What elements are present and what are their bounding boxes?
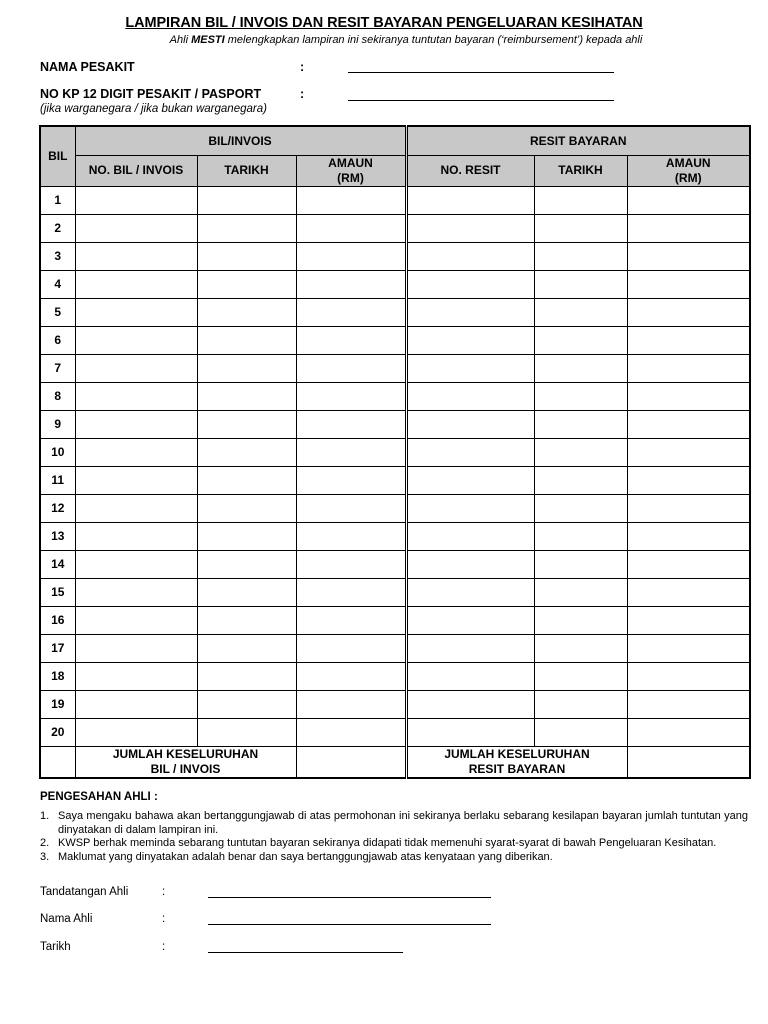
tarikh-resit-cell[interactable] bbox=[534, 186, 627, 214]
no-bil-invois-cell[interactable] bbox=[75, 578, 197, 606]
tarikh-resit-cell[interactable] bbox=[534, 326, 627, 354]
amaun-resit-cell[interactable] bbox=[627, 634, 750, 662]
amaun-bil-cell[interactable] bbox=[296, 270, 406, 298]
amaun-bil-cell[interactable] bbox=[296, 634, 406, 662]
row-number: 7 bbox=[40, 354, 75, 382]
row-number: 8 bbox=[40, 382, 75, 410]
amaun-bil-cell[interactable] bbox=[296, 326, 406, 354]
no-bil-invois-cell[interactable] bbox=[75, 438, 197, 466]
nama-ahli-field[interactable] bbox=[208, 924, 491, 925]
no-resit-cell[interactable] bbox=[406, 186, 534, 214]
tarikh-resit-cell[interactable] bbox=[534, 494, 627, 522]
tarikh-resit-cell[interactable] bbox=[534, 298, 627, 326]
no-bil-invois-cell[interactable] bbox=[75, 634, 197, 662]
tarikh-colon: : bbox=[162, 941, 166, 953]
amaun-resit-cell[interactable] bbox=[627, 718, 750, 746]
row-number: 17 bbox=[40, 634, 75, 662]
nama-pesakit-label: NAMA PESAKIT bbox=[40, 60, 135, 74]
header-amaun-resit bbox=[627, 155, 750, 186]
amaun-resit-cell[interactable] bbox=[627, 186, 750, 214]
no-bil-invois-cell[interactable] bbox=[75, 466, 197, 494]
tarikh-field[interactable] bbox=[208, 952, 403, 953]
amaun-bil-cell[interactable] bbox=[296, 522, 406, 550]
kp-pesakit-note: (jika warganegara / jika bukan warganegara) bbox=[40, 103, 267, 115]
table-row bbox=[40, 606, 750, 634]
tarikh-bil-cell[interactable] bbox=[197, 634, 296, 662]
no-bil-invois-cell[interactable] bbox=[75, 186, 197, 214]
pengesahan-title: PENGESAHAN AHLI : bbox=[40, 791, 158, 803]
no-bil-invois-cell[interactable] bbox=[75, 326, 197, 354]
tarikh-resit-cell[interactable] bbox=[534, 578, 627, 606]
tandatangan-field[interactable] bbox=[208, 897, 491, 898]
kp-pesakit-label: NO KP 12 DIGIT PESAKIT / PASPORT bbox=[40, 87, 262, 101]
no-resit-cell[interactable] bbox=[406, 578, 534, 606]
amaun-bil-cell[interactable] bbox=[296, 438, 406, 466]
amaun-bil-cell[interactable] bbox=[296, 578, 406, 606]
list-item-text: KWSP berhak meminda sebarang tuntutan bayaran sekiranya didapati tidak memenuhi syarat-syarat di bawah Pengeluaran Kesihatan. bbox=[58, 837, 717, 849]
no-resit-cell[interactable] bbox=[406, 270, 534, 298]
table-row bbox=[40, 326, 750, 354]
tarikh-resit-cell[interactable] bbox=[534, 522, 627, 550]
pengesahan-list bbox=[40, 810, 748, 864]
table-row bbox=[40, 186, 750, 214]
no-bil-invois-cell[interactable] bbox=[75, 662, 197, 690]
no-resit-cell[interactable] bbox=[406, 690, 534, 718]
header-tarikh-bil: TARIKH bbox=[197, 155, 296, 186]
row-number: 19 bbox=[40, 690, 75, 718]
amaun-bil-cell[interactable] bbox=[296, 494, 406, 522]
header-no-bil-invois: NO. BIL / INVOIS bbox=[75, 155, 197, 186]
tarikh-bil-cell[interactable] bbox=[197, 354, 296, 382]
table-row bbox=[40, 270, 750, 298]
no-resit-cell[interactable] bbox=[406, 662, 534, 690]
no-resit-cell[interactable] bbox=[406, 606, 534, 634]
tarikh-bil-cell[interactable] bbox=[197, 718, 296, 746]
amaun-resit-cell[interactable] bbox=[627, 326, 750, 354]
tarikh-resit-cell[interactable] bbox=[534, 718, 627, 746]
amaun-resit-cell[interactable] bbox=[627, 606, 750, 634]
amaun-resit-cell[interactable] bbox=[627, 270, 750, 298]
amaun-bil-cell[interactable] bbox=[296, 606, 406, 634]
no-resit-cell[interactable] bbox=[406, 634, 534, 662]
amaun-resit-cell[interactable] bbox=[627, 522, 750, 550]
amaun-bil-cell[interactable] bbox=[296, 214, 406, 242]
no-bil-invois-cell[interactable] bbox=[75, 354, 197, 382]
header-amaun-bil bbox=[296, 155, 406, 186]
no-bil-invois-cell[interactable] bbox=[75, 214, 197, 242]
tandatangan-label: Tandatangan Ahli bbox=[40, 886, 129, 898]
total-bil-line2: BIL / INVOIS bbox=[150, 761, 221, 776]
table-row bbox=[40, 494, 750, 522]
amaun-resit-cell[interactable] bbox=[627, 298, 750, 326]
tarikh-bil-cell[interactable] bbox=[197, 550, 296, 578]
tarikh-resit-cell[interactable] bbox=[534, 634, 627, 662]
table-row bbox=[40, 634, 750, 662]
no-resit-cell[interactable] bbox=[406, 326, 534, 354]
total-resit-line2: RESIT BAYARAN bbox=[468, 761, 566, 776]
amaun-resit-cell[interactable] bbox=[627, 382, 750, 410]
amaun-bil-cell[interactable] bbox=[296, 186, 406, 214]
header-tarikh-resit: TARIKH bbox=[534, 155, 627, 186]
amaun-bil-line1: AMAUN bbox=[328, 156, 373, 171]
table-row bbox=[40, 690, 750, 718]
amaun-bil-cell[interactable] bbox=[296, 690, 406, 718]
row-number: 13 bbox=[40, 522, 75, 550]
no-bil-invois-cell[interactable] bbox=[75, 606, 197, 634]
amaun-resit-cell[interactable] bbox=[627, 214, 750, 242]
no-resit-cell[interactable] bbox=[406, 382, 534, 410]
form-subtitle bbox=[0, 34, 768, 46]
row-number: 18 bbox=[40, 662, 75, 690]
row-number: 9 bbox=[40, 410, 75, 438]
table-row bbox=[40, 410, 750, 438]
table-row bbox=[40, 662, 750, 690]
no-resit-cell[interactable] bbox=[406, 550, 534, 578]
table-row bbox=[40, 550, 750, 578]
table-row bbox=[40, 718, 750, 746]
form-title: LAMPIRAN BIL / INVOIS DAN RESIT BAYARAN PENGELUARAN KESIHATAN bbox=[125, 15, 643, 31]
claims-table bbox=[39, 125, 751, 779]
amaun-bil-cell[interactable] bbox=[296, 354, 406, 382]
header-group-bil-invois: BIL/INVOIS bbox=[75, 126, 406, 155]
total-bil-amount-cell[interactable] bbox=[296, 746, 406, 778]
tarikh-bil-cell[interactable] bbox=[197, 298, 296, 326]
nama-pesakit-field[interactable] bbox=[348, 72, 614, 73]
tarikh-bil-cell[interactable] bbox=[197, 662, 296, 690]
tarikh-resit-cell[interactable] bbox=[534, 214, 627, 242]
total-bil-blank bbox=[40, 746, 75, 778]
table-row bbox=[40, 438, 750, 466]
no-bil-invois-cell[interactable] bbox=[75, 550, 197, 578]
list-item-number: 2. bbox=[40, 837, 50, 849]
amaun-resit-cell[interactable] bbox=[627, 690, 750, 718]
amaun-bil-cell[interactable] bbox=[296, 718, 406, 746]
amaun-resit-cell[interactable] bbox=[627, 354, 750, 382]
tarikh-bil-cell[interactable] bbox=[197, 522, 296, 550]
no-bil-invois-cell[interactable] bbox=[75, 522, 197, 550]
row-number: 16 bbox=[40, 606, 75, 634]
no-bil-invois-cell[interactable] bbox=[75, 494, 197, 522]
subtitle-bold: MESTI bbox=[191, 34, 225, 46]
row-number: 6 bbox=[40, 326, 75, 354]
no-resit-cell[interactable] bbox=[406, 494, 534, 522]
no-bil-invois-cell[interactable] bbox=[75, 410, 197, 438]
no-resit-cell[interactable] bbox=[406, 438, 534, 466]
table-row bbox=[40, 214, 750, 242]
header-bil: BIL bbox=[40, 126, 75, 186]
tarikh-bil-cell[interactable] bbox=[197, 466, 296, 494]
no-resit-cell[interactable] bbox=[406, 410, 534, 438]
tarikh-resit-cell[interactable] bbox=[534, 662, 627, 690]
amaun-bil-cell[interactable] bbox=[296, 382, 406, 410]
tarikh-bil-cell[interactable] bbox=[197, 494, 296, 522]
row-number: 14 bbox=[40, 550, 75, 578]
amaun-resit-cell[interactable] bbox=[627, 410, 750, 438]
list-item-text: Saya mengaku bahawa akan bertanggungjawab di atas permohonan ini sekiranya berlaku sebarang kesilapan bayaran jumlah tuntutan yang dinyatakan di dalam lampiran ini. bbox=[58, 810, 748, 836]
amaun-resit-cell[interactable] bbox=[627, 550, 750, 578]
nama-pesakit-colon: : bbox=[300, 60, 305, 74]
tarikh-resit-cell[interactable] bbox=[534, 438, 627, 466]
table-row bbox=[40, 354, 750, 382]
tarikh-bil-cell[interactable] bbox=[197, 186, 296, 214]
amaun-resit-cell[interactable] bbox=[627, 438, 750, 466]
amaun-bil-cell[interactable] bbox=[296, 662, 406, 690]
amaun-resit-line2: (RM) bbox=[674, 170, 702, 185]
amaun-resit-cell[interactable] bbox=[627, 662, 750, 690]
row-number: 20 bbox=[40, 718, 75, 746]
no-resit-cell[interactable] bbox=[406, 214, 534, 242]
table-row bbox=[40, 298, 750, 326]
list-item-text: Maklumat yang dinyatakan adalah benar dan saya bertanggungjawab atas kenyataan yang diberikan. bbox=[58, 850, 553, 863]
tarikh-bil-cell[interactable] bbox=[197, 410, 296, 438]
tarikh-resit-cell[interactable] bbox=[534, 382, 627, 410]
amaun-bil-cell[interactable] bbox=[296, 466, 406, 494]
header-no-resit: NO. RESIT bbox=[406, 155, 534, 186]
tarikh-bil-cell[interactable] bbox=[197, 270, 296, 298]
list-item bbox=[40, 851, 748, 865]
no-bil-invois-cell[interactable] bbox=[75, 718, 197, 746]
row-number: 4 bbox=[40, 270, 75, 298]
no-resit-cell[interactable] bbox=[406, 354, 534, 382]
nama-ahli-label: Nama Ahli bbox=[40, 913, 93, 925]
no-bil-invois-cell[interactable] bbox=[75, 690, 197, 718]
amaun-resit-cell[interactable] bbox=[627, 466, 750, 494]
row-number: 3 bbox=[40, 242, 75, 270]
tarikh-resit-cell[interactable] bbox=[534, 242, 627, 270]
amaun-resit-cell[interactable] bbox=[627, 494, 750, 522]
amaun-bil-cell[interactable] bbox=[296, 298, 406, 326]
row-number: 15 bbox=[40, 578, 75, 606]
tarikh-bil-cell[interactable] bbox=[197, 326, 296, 354]
total-bil-label bbox=[75, 746, 296, 778]
total-resit-label bbox=[406, 746, 627, 778]
no-resit-cell[interactable] bbox=[406, 298, 534, 326]
no-resit-cell[interactable] bbox=[406, 522, 534, 550]
tarikh-resit-cell[interactable] bbox=[534, 354, 627, 382]
table-row bbox=[40, 522, 750, 550]
row-number: 12 bbox=[40, 494, 75, 522]
no-resit-cell[interactable] bbox=[406, 466, 534, 494]
amaun-bil-line2: (RM) bbox=[337, 170, 364, 185]
list-item bbox=[40, 837, 748, 851]
table-row bbox=[40, 382, 750, 410]
tarikh-bil-cell[interactable] bbox=[197, 242, 296, 270]
row-number: 10 bbox=[40, 438, 75, 466]
no-bil-invois-cell[interactable] bbox=[75, 270, 197, 298]
no-bil-invois-cell[interactable] bbox=[75, 382, 197, 410]
subtitle-post: melengkapkan lampiran ini sekiranya tuntutan bayaran (‘reimbursement’) kepada ahli bbox=[224, 34, 643, 46]
amaun-resit-line1: AMAUN bbox=[665, 156, 711, 171]
subtitle-pre: Ahli bbox=[169, 34, 192, 46]
tarikh-label: Tarikh bbox=[40, 941, 71, 953]
amaun-bil-cell[interactable] bbox=[296, 242, 406, 270]
row-number: 11 bbox=[40, 466, 75, 494]
tarikh-resit-cell[interactable] bbox=[534, 606, 627, 634]
tarikh-bil-cell[interactable] bbox=[197, 382, 296, 410]
header-group-resit-bayaran: RESIT BAYARAN bbox=[406, 126, 750, 155]
list-item bbox=[40, 810, 748, 837]
total-bil-line1: JUMLAH KESELURUHAN bbox=[112, 747, 259, 762]
amaun-bil-cell[interactable] bbox=[296, 550, 406, 578]
tarikh-resit-cell[interactable] bbox=[534, 690, 627, 718]
amaun-resit-cell[interactable] bbox=[627, 242, 750, 270]
tarikh-bil-cell[interactable] bbox=[197, 606, 296, 634]
tarikh-bil-cell[interactable] bbox=[197, 578, 296, 606]
tarikh-bil-cell[interactable] bbox=[197, 438, 296, 466]
table-row bbox=[40, 578, 750, 606]
no-resit-cell[interactable] bbox=[406, 242, 534, 270]
tarikh-bil-cell[interactable] bbox=[197, 214, 296, 242]
tarikh-resit-cell[interactable] bbox=[534, 550, 627, 578]
tarikh-resit-cell[interactable] bbox=[534, 410, 627, 438]
total-resit-amount-cell[interactable] bbox=[627, 746, 750, 778]
no-bil-invois-cell[interactable] bbox=[75, 298, 197, 326]
row-number: 5 bbox=[40, 298, 75, 326]
row-number: 1 bbox=[40, 186, 75, 214]
list-item-number: 1. bbox=[40, 810, 50, 822]
table-row bbox=[40, 466, 750, 494]
nama-ahli-colon: : bbox=[162, 913, 166, 925]
tarikh-bil-cell[interactable] bbox=[197, 690, 296, 718]
no-bil-invois-cell[interactable] bbox=[75, 242, 197, 270]
total-resit-line1: JUMLAH KESELURUHAN bbox=[444, 747, 590, 762]
list-item-number: 3. bbox=[40, 850, 50, 863]
kp-pesakit-field[interactable] bbox=[348, 100, 614, 101]
tandatangan-colon: : bbox=[162, 886, 166, 898]
amaun-bil-cell[interactable] bbox=[296, 410, 406, 438]
no-resit-cell[interactable] bbox=[406, 718, 534, 746]
amaun-resit-cell[interactable] bbox=[627, 578, 750, 606]
row-number: 2 bbox=[40, 214, 75, 242]
tarikh-resit-cell[interactable] bbox=[534, 270, 627, 298]
tarikh-resit-cell[interactable] bbox=[534, 466, 627, 494]
kp-pesakit-colon: : bbox=[300, 87, 305, 101]
table-row bbox=[40, 242, 750, 270]
